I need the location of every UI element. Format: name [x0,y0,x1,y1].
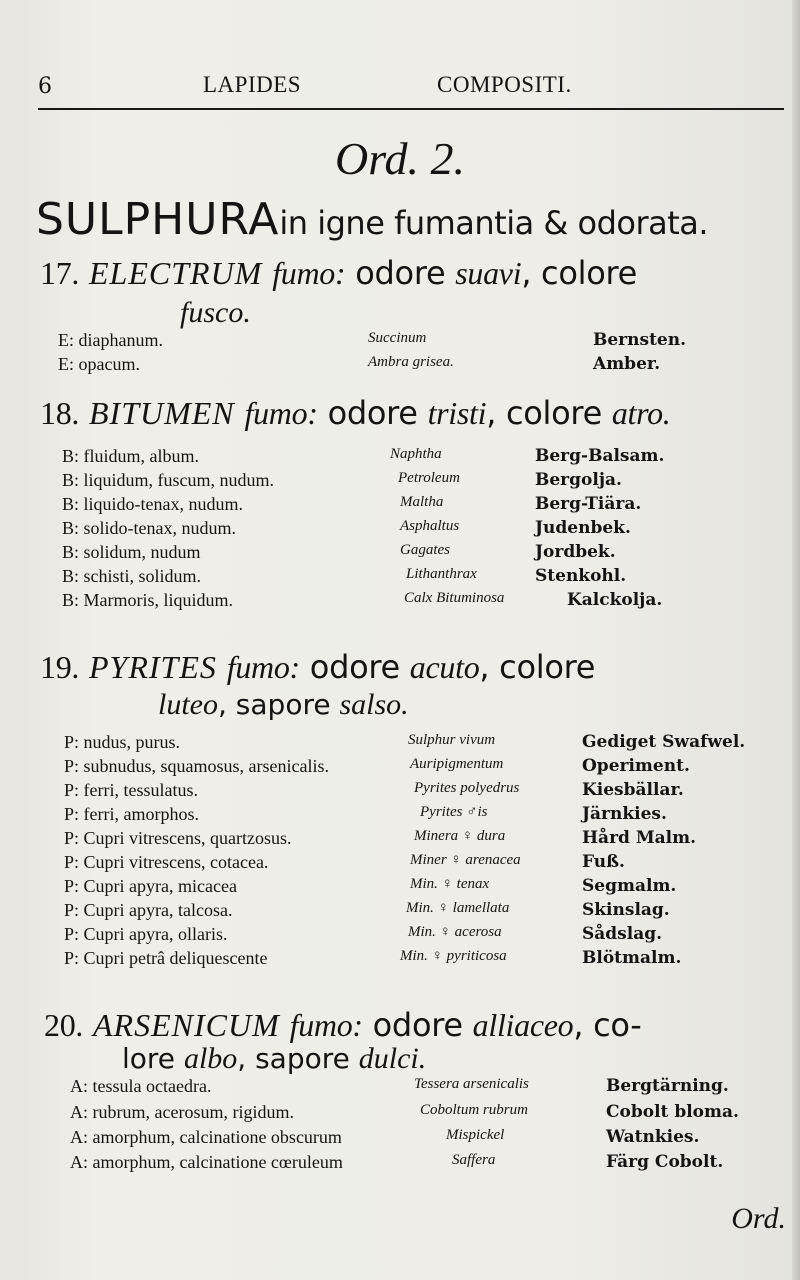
table-row: B: solidum, nudum Gagates Jordbek. [62,542,616,562]
table-row: P: ferri, tessulatus. Pyrites polyedrus Kiesbällar. [64,780,684,800]
table-row: B: liquido-tenax, nudum. Maltha Berg-Tiära. [62,494,642,514]
table-row: A: tessula octaedra. Tessera arsenicalis Bergtärning. [70,1076,729,1096]
table-row: P: subnudus, squamosus, arsenicalis. Auripigmentum Operiment. [64,756,690,776]
class-title-main: SULPHURA [36,194,280,245]
table-row: B: liquidum, fuscum, nudum. Petroleum Bergolja. [62,470,622,490]
table-row: P: Cupri apyra, ollaris. Min. ♀ acerosa Sådslag. [64,924,663,944]
catchword: Ord. [731,1202,786,1235]
table-row: P: Cupri vitrescens, quartzosus. Minera ♀ dura Hård Malm. [64,828,697,848]
page-number: 6 [38,74,52,99]
section-heading-18: 18. BITUMEN fumo: odore tristi, colore atro. [40,394,671,432]
table-row: A: amorphum, calcinatione cœruleum Saffera Färg Cobolt. [70,1152,724,1172]
table-row: P: Cupri petrâ deliquescente Min. ♀ pyriticosa Blötmalm. [64,948,682,968]
table-row: B: schisti, solidum. Lithanthrax Stenkohl. [62,566,627,586]
table-row: E: opacum. Ambra grisea. Amber. [58,354,661,374]
running-head-left: LAPIDES [203,72,302,97]
table-row: A: rubrum, acerosum, rigidum. Coboltum rubrum Cobolt bloma. [70,1102,739,1122]
order-heading: Ord. 2. [335,133,465,184]
table-row: E: diaphanum. Succinum Bernsten. [58,330,687,350]
table-row: P: nudus, purus. Sulphur vivum Gediget Swafwel. [64,732,746,752]
header-rule [38,108,784,110]
class-title-rest: in igne fumantia & odorata. [279,204,709,242]
section-heading-19-cont: luteo, sapore salso. [158,688,409,721]
table-row: A: amorphum, calcinatione obscurum Mispickel Watnkies. [70,1127,700,1147]
running-head-right: COMPOSITI. [437,72,572,97]
section-heading-19: 19. PYRITES fumo: odore acuto, colore [40,648,596,686]
table-row: P: Cupri apyra, micacea Min. ♀ tenax Segmalm. [64,876,677,896]
table-row: B: Marmoris, liquidum. Calx Bituminosa Kalckolja. [62,590,663,610]
table-row: B: fluidum, album. Naphtha Berg-Balsam. [62,446,665,466]
table-row: B: solido-tenax, nudum. Asphaltus Judenbek. [62,518,631,538]
section-heading-20-cont: lore albo, sapore dulci. [122,1042,427,1075]
section-heading-17-cont: fusco. [180,296,251,329]
table-row: P: ferri, amorphos. Pyrites ♂is Järnkies. [64,804,667,824]
section-heading-20: 20. ARSENICUM fumo: odore alliaceo, co- [44,1006,642,1044]
class-title [36,194,708,245]
table-row: P: Cupri apyra, talcosa. Min. ♀ lamellata Skinslag. [64,900,670,920]
section-heading-17: 17. ELECTRUM fumo: odore suavi, colore [40,254,638,292]
table-row: P: Cupri vitrescens, cotacea. Miner ♀ arenacea Fuß. [64,852,625,872]
